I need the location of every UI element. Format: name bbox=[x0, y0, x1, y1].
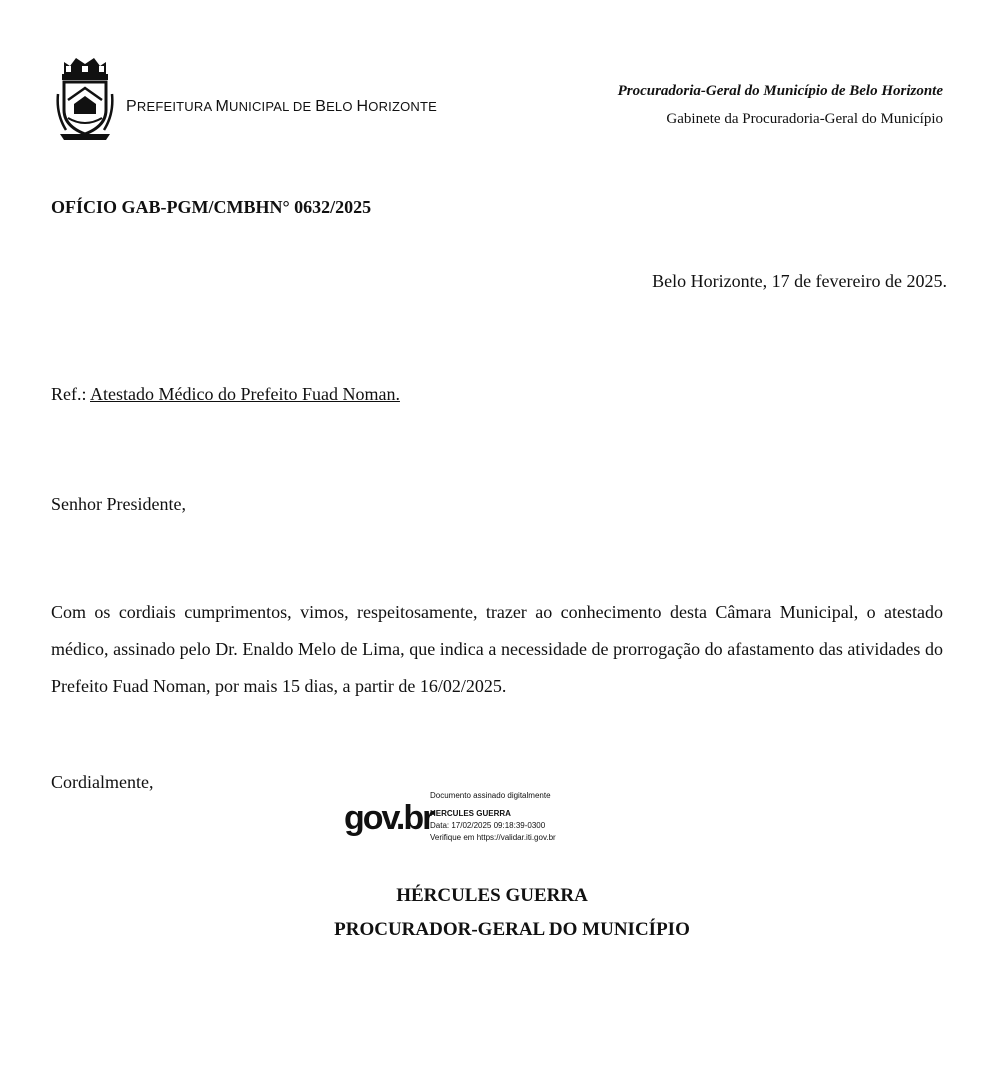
govbr-logo: gov.br bbox=[344, 799, 434, 837]
org-name bbox=[126, 98, 437, 116]
department-header bbox=[618, 82, 943, 128]
letter-date: Belo Horizonte, 17 de fevereiro de 2025. bbox=[652, 271, 947, 291]
reference-line bbox=[51, 384, 400, 405]
salutation: Senhor Presidente, bbox=[51, 494, 186, 514]
org-name-part: ELO bbox=[326, 99, 357, 114]
letter-number: OFÍCIO GAB-PGM/CMBHN° 0632/2025 bbox=[51, 197, 372, 217]
closing: Cordialmente, bbox=[51, 772, 154, 792]
org-name-part: UNICIPAL DE bbox=[228, 99, 316, 114]
body-paragraph: Com os cordiais cumprimentos, vimos, respeitosamente, trazer ao conhecimento desta Câmara Municipal, o atestado médico, assinado pelo Dr. Enaldo Melo de Lima, que indica a necessidade de prorrogação do afastamento das atividades do Prefeito Fuad Noman, por mais 15 dias, a partir de 16/02/2025. bbox=[51, 602, 943, 696]
reference-label: Ref.: bbox=[51, 384, 87, 404]
org-name-part: ORIZONTE bbox=[368, 99, 438, 114]
digital-signature-name: HERCULES GUERRA bbox=[430, 809, 511, 818]
signer-name: HÉRCULES GUERRA bbox=[396, 885, 588, 906]
org-name-part: REFEITURA bbox=[136, 99, 216, 114]
org-name-part: M bbox=[215, 98, 229, 115]
signer-role: PROCURADOR-GERAL DO MUNICÍPIO bbox=[334, 919, 690, 940]
department-name: Procuradoria-Geral do Município de Belo Horizonte bbox=[617, 83, 943, 99]
digital-signature-title: Documento assinado digitalmente bbox=[430, 791, 551, 800]
org-name-part: B bbox=[315, 98, 327, 115]
digital-signature-info bbox=[430, 790, 556, 844]
org-name-part: H bbox=[356, 98, 369, 115]
coat-of-arms-icon bbox=[56, 54, 114, 140]
office-name: Gabinete da Procuradoria-Geral do Município bbox=[666, 111, 943, 127]
reference-subject: Atestado Médico do Prefeito Fuad Noman. bbox=[90, 384, 400, 404]
digital-signature-verify: Verifique em https://validar.iti.gov.br bbox=[430, 833, 556, 842]
org-name-part: P bbox=[126, 98, 137, 115]
digital-signature-date: Data: 17/02/2025 09:18:39-0300 bbox=[430, 821, 546, 830]
